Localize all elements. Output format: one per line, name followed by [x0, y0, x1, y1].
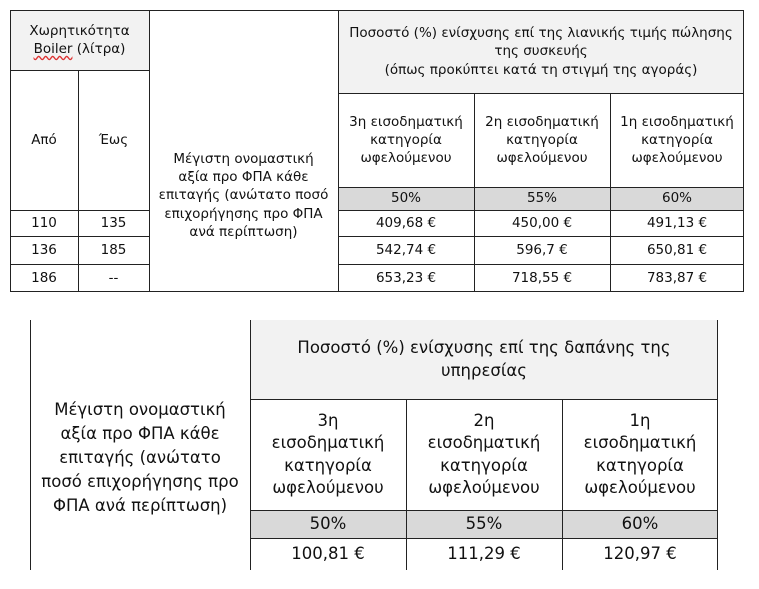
category-percent-1: 60% — [562, 510, 718, 538]
table-border — [406, 399, 407, 570]
table-border — [10, 70, 149, 71]
capacity-header-word: Boiler — [33, 41, 73, 57]
table-border — [338, 210, 744, 211]
table-border — [338, 264, 744, 265]
table-border — [562, 399, 563, 570]
category-percent-1: 60% — [610, 187, 744, 210]
row-value: 596,7 € — [516, 241, 568, 258]
table-border — [250, 320, 251, 570]
capacity-header-line1: Χωρητικότητα — [29, 22, 130, 39]
table-border — [78, 70, 79, 292]
category-header-3: 3η εισοδηματική κατηγορία ωφελούμενου — [271, 410, 385, 497]
table-border — [338, 236, 744, 237]
row-value: 491,13 € — [646, 214, 708, 231]
table-border — [10, 264, 149, 265]
max-value-label-2: Μέγιστη ονομαστική αξία προ ΦΠΑ κάθε επιταγής (ανώτατο ποσό επιχορήγησης προ ΦΠΑ ανά περίπτωση) — [41, 400, 239, 515]
category-percent-2: 55% — [474, 187, 610, 210]
table-border — [250, 510, 718, 511]
table-border — [10, 10, 11, 292]
row-value: 650,81 € — [646, 241, 708, 258]
row-from: 136 — [31, 241, 57, 258]
table-border — [474, 93, 475, 292]
table-border — [10, 236, 149, 237]
row-value: 120,97 € — [603, 543, 677, 563]
percent-header-2: Ποσοστό (%) ενίσχυσης επί της δαπάνης της υπηρεσίας — [250, 320, 718, 399]
row-value: 542,74 € — [375, 241, 437, 258]
capacity-header — [10, 10, 149, 70]
table-border — [250, 399, 718, 400]
row-value: 409,68 € — [375, 214, 437, 231]
percent-header-line1: Ποσοστό (%) ενίσχυσης επί της λιανικής τιμής πώλησης της συσκευής — [349, 25, 733, 60]
table-border — [250, 538, 718, 539]
table-border — [338, 187, 744, 188]
table-border — [30, 320, 31, 570]
table-border — [338, 10, 339, 292]
table-border — [149, 10, 150, 292]
capacity-header-unit: (λίτρα) — [76, 41, 126, 57]
row-value: 653,23 € — [375, 269, 437, 286]
row-value: 450,00 € — [511, 214, 573, 231]
row-from: 110 — [31, 214, 57, 231]
row-value: 718,55 € — [511, 269, 573, 286]
percent-header — [338, 10, 744, 93]
category-header-3: 3η εισοδηματική κατηγορία ωφελούμενου — [349, 113, 463, 167]
percent-header-line2: (όπως προκύπτει κατά τη στιγμή της αγοράς) — [384, 61, 698, 78]
table-border — [338, 93, 744, 94]
category-header-1: 1η εισοδηματική κατηγορία ωφελούμενου — [620, 113, 734, 167]
from-header: Από — [31, 131, 57, 148]
category-header-2: 2η εισοδηματική κατηγορία ωφελούμενου — [485, 113, 599, 167]
row-from: 186 — [31, 269, 57, 286]
row-to: 135 — [100, 214, 127, 231]
max-value-label: Μέγιστη ονομαστική αξία προ ΦΠΑ κάθε επιταγής (ανώτατο ποσό επιχορήγησης προ ΦΠΑ ανά περίπτωση) — [158, 151, 329, 240]
category-percent-3: 50% — [250, 510, 406, 538]
category-percent-2: 55% — [406, 510, 562, 538]
table-border — [610, 93, 611, 292]
row-to: -- — [108, 269, 119, 286]
row-value: 100,81 € — [291, 543, 365, 563]
table-border — [10, 210, 149, 211]
category-header-1: 1η εισοδηματική κατηγορία ωφελούμενου — [583, 410, 697, 497]
category-percent-3: 50% — [338, 187, 474, 210]
table-border — [743, 10, 744, 292]
capacity-header-line2 — [34, 40, 126, 58]
row-value: 783,87 € — [646, 269, 708, 286]
table-border — [717, 320, 718, 570]
table-border — [10, 10, 744, 11]
row-value: 111,29 € — [447, 543, 521, 563]
row-to: 185 — [100, 241, 127, 258]
table-border — [10, 291, 744, 292]
to-header: Έως — [98, 131, 129, 148]
category-header-2: 2η εισοδηματική κατηγορία ωφελούμενου — [427, 410, 541, 497]
